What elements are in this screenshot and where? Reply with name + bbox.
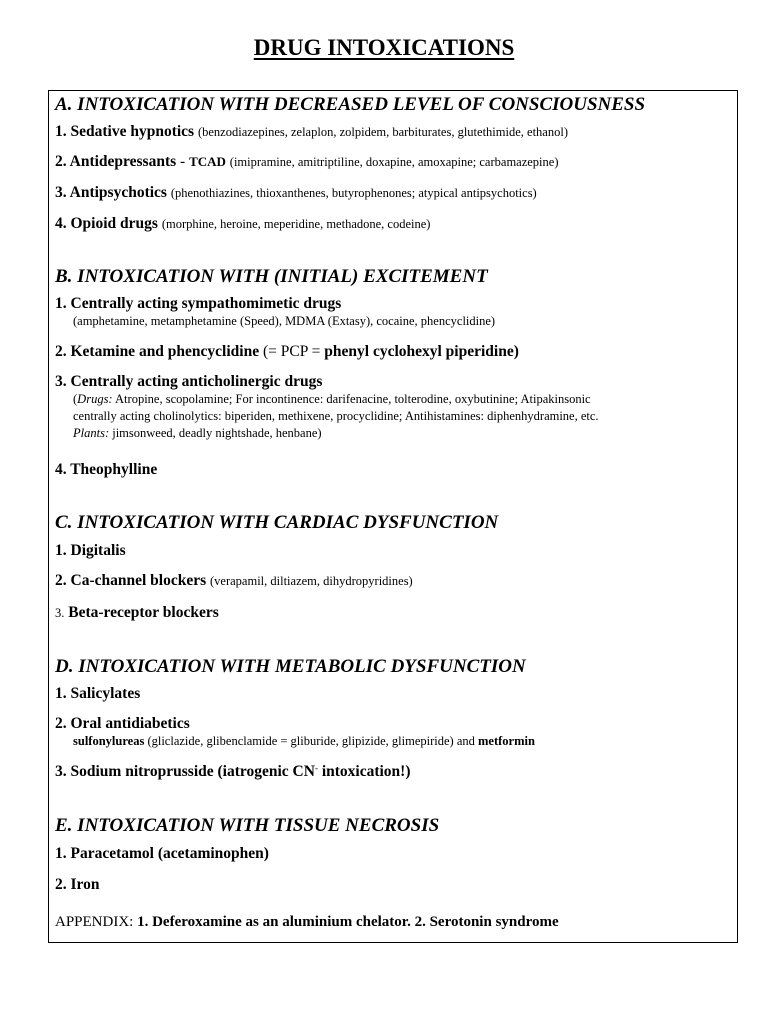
section-a-item-1 — [55, 122, 568, 142]
section-a-heading: A. INTOXICATION WITH DECREASED LEVEL OF CONSCIOUSNESS — [55, 94, 646, 115]
item-label: 3. Sodium nitroprusside (iatrogenic CN — [55, 763, 315, 780]
superscript-minus: - — [314, 763, 318, 773]
section-b-item-2 — [55, 342, 519, 361]
sub-bold-2: metformin — [478, 734, 535, 748]
item-label: 4. Opioid drugs — [55, 215, 158, 232]
section-d-item-3 — [55, 762, 411, 781]
item-label: 1. Sedative hypnotics — [55, 123, 195, 140]
item-detail: (morphine, heroine, meperidine, methadone, codeine) — [161, 217, 431, 231]
content-box — [48, 90, 738, 943]
item-label: 1. Paracetamol (acetaminophen) — [55, 845, 269, 862]
section-a-item-4 — [55, 214, 430, 234]
section-a-item-3 — [55, 183, 537, 203]
item-label: 1. Digitalis — [55, 542, 126, 559]
item-mid: (= PCP = — [262, 343, 321, 360]
item-detail: (imipramine, amitriptiline, doxapine, amoxapine; carbamazepine) — [229, 155, 559, 169]
item-label: 2. Oral antidiabetics — [55, 715, 190, 732]
item-label: Beta-receptor blockers — [68, 604, 219, 621]
plants-text: jimsonweed, deadly nightshade, henbane) — [109, 426, 322, 440]
item-label: 1. Salicylates — [55, 685, 141, 702]
appendix-line — [55, 913, 559, 932]
section-e-item-2 — [55, 875, 100, 894]
section-b-item-1 — [55, 294, 341, 313]
section-e-item-1 — [55, 844, 269, 863]
item-detail: (benzodiazepines, zelaplon, zolpidem, barbiturates, glutethimide, ethanol) — [197, 125, 568, 139]
section-b-item-3 — [55, 372, 322, 391]
section-b-item-4 — [55, 460, 157, 479]
section-c-item-2 — [55, 571, 413, 591]
section-b-item-3-line-2: centrally acting cholinolytics: biperiden, methixene, procyclidine; Antihistamines: diphenhydramine, etc. — [73, 409, 599, 423]
drugs-text: Atropine, scopolamine; For incontinence: darifenacine, tolterodine, oxybutinine; Atipakinsonic — [112, 392, 591, 406]
section-d-item-2 — [55, 714, 190, 733]
section-b-item-1-detail: (amphetamine, metamphetamine (Speed), MDMA (Extasy), cocaine, phencyclidine) — [73, 314, 496, 328]
plants-label: Plants: — [73, 426, 110, 440]
sub-bold: sulfonylureas — [73, 734, 145, 748]
section-b-item-3-line-3 — [73, 425, 322, 442]
item-label: 4. Theophylline — [55, 461, 158, 478]
section-a-item-2 — [55, 152, 559, 172]
item-label: 2. Iron — [55, 876, 100, 893]
item-tail: phenyl cyclohexyl piperidine) — [324, 343, 519, 360]
section-b-heading: B. INTOXICATION WITH (INITIAL) EXCITEMENT — [55, 266, 488, 287]
item-label: 2. Ketamine and phencyclidine — [55, 343, 260, 360]
item-label: 2. Antidepressants — [55, 153, 177, 170]
item-number: 3. — [55, 606, 65, 620]
item-label: 3. Antipsychotics — [55, 184, 167, 201]
section-d-item-1 — [55, 684, 140, 703]
item-label: 1. Centrally acting sympathomimetic drugs — [55, 295, 342, 312]
section-c-item-1 — [55, 541, 126, 560]
section-d-item-2-sub — [73, 733, 535, 750]
open-paren: ( — [73, 392, 78, 406]
section-b-item-3-line-1 — [73, 391, 591, 408]
item-label: 2. Ca-channel blockers — [55, 572, 207, 589]
appendix-text: 1. Deferoxamine as an aluminium chelator. 2. Serotonin syndrome — [133, 914, 559, 930]
page-title: DRUG INTOXICATIONS — [253, 35, 515, 60]
section-c-item-3 — [55, 603, 219, 623]
section-c-heading: C. INTOXICATION WITH CARDIAC DYSFUNCTION — [55, 512, 499, 533]
sub-detail: (gliclazide, glibenclamide = gliburide, glipizide, glimepiride) and — [144, 734, 479, 748]
item-extra: TCAD — [189, 154, 226, 169]
item-label: 3. Centrally acting anticholinergic drugs — [55, 373, 323, 390]
appendix-prefix: APPENDIX: — [55, 914, 134, 930]
drugs-label: Drugs: — [77, 392, 113, 406]
section-e-heading: E. INTOXICATION WITH TISSUE NECROSIS — [55, 815, 440, 836]
item-separator: - — [180, 153, 186, 170]
section-d-heading: D. INTOXICATION WITH METABOLIC DYSFUNCTION — [55, 656, 526, 677]
item-detail: (phenothiazines, thioxanthenes, butyrophenones; atypical antipsychotics) — [170, 186, 537, 200]
item-tail: intoxication!) — [317, 763, 411, 780]
item-detail: (verapamil, diltiazem, dihydropyridines) — [210, 574, 413, 588]
